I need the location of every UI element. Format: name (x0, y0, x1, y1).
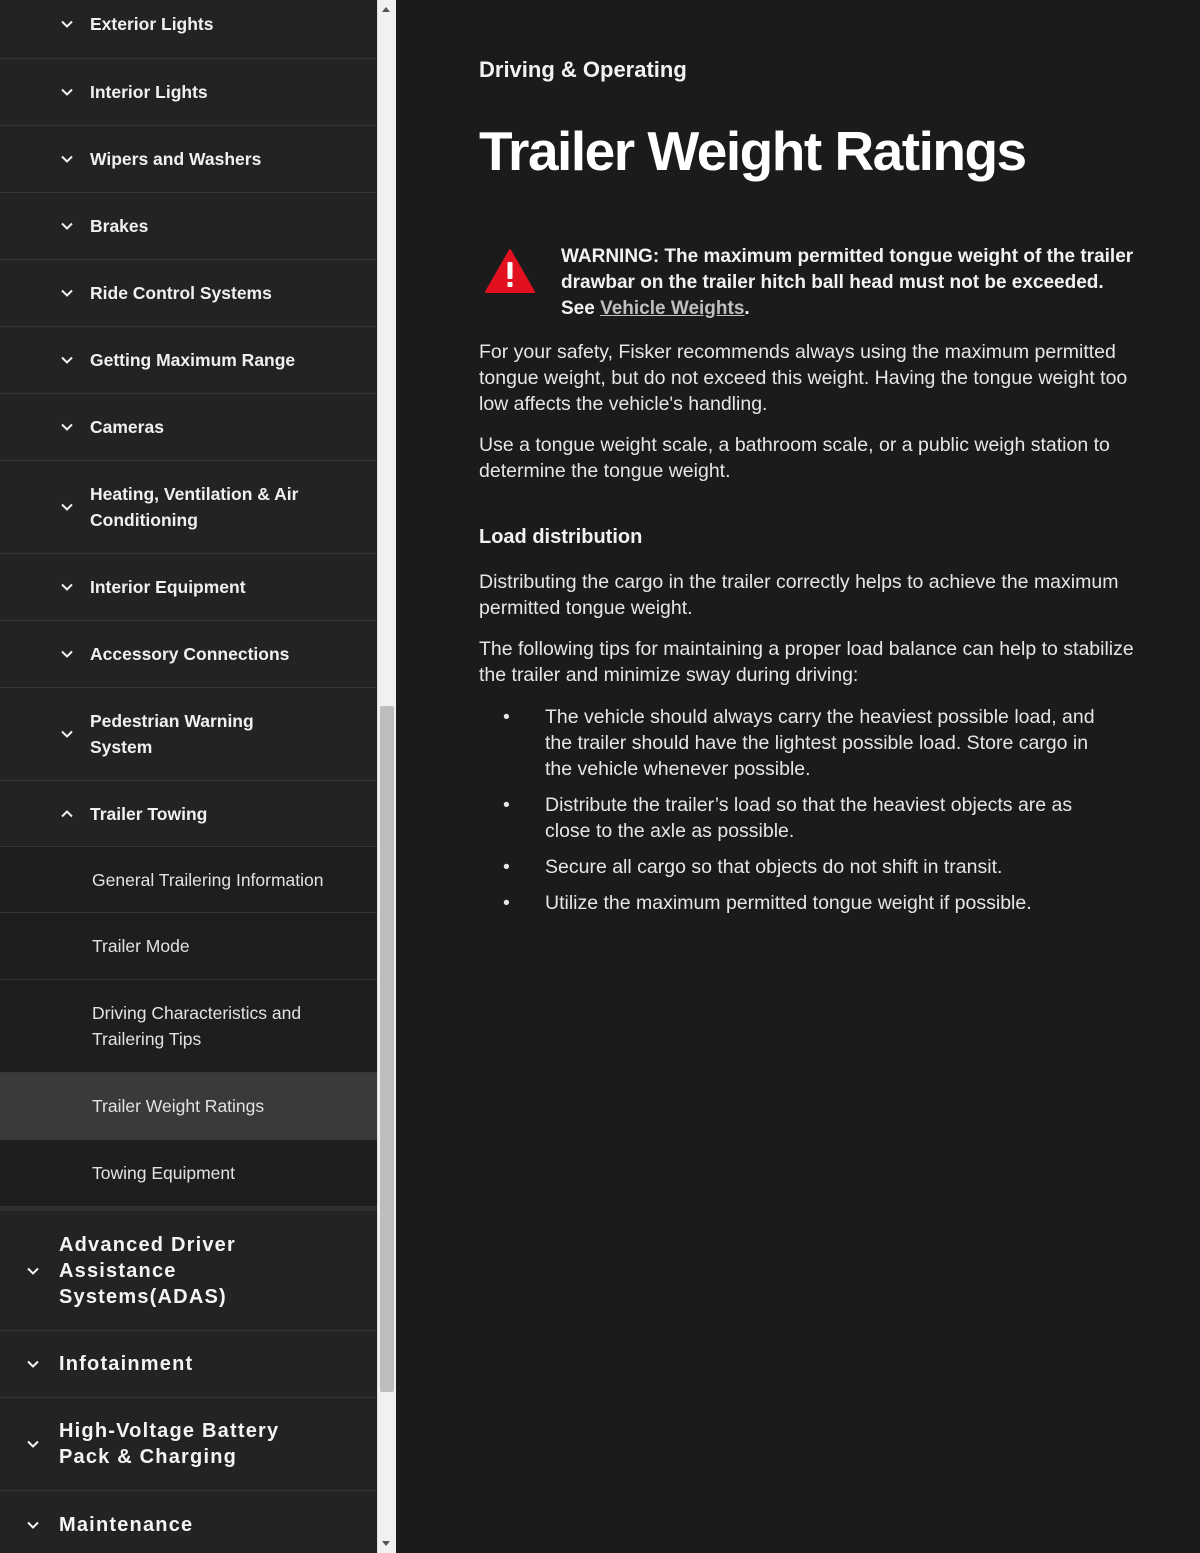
bullet-dot: • (503, 706, 510, 728)
chevron-down-icon (26, 1437, 40, 1451)
sidebar-item-cameras[interactable] (0, 394, 377, 461)
sidebar-item-brakes[interactable] (0, 193, 377, 260)
chevron-down-icon (60, 500, 74, 514)
chevron-down-icon (26, 1264, 40, 1278)
warning-triangle-icon (484, 248, 536, 294)
sidebar-item-label: Accessory Connections (90, 644, 290, 664)
list-item-text: Distribute the trailer’s load so that the heaviest objects are as close to the axle as possible. (545, 794, 1073, 842)
list-item-text: Utilize the maximum permitted tongue weight if possible. (545, 892, 1032, 914)
sidebar-subitem-driving-characteristics[interactable] (0, 980, 377, 1073)
chevron-down-icon (60, 353, 74, 367)
scroll-up-arrow-icon[interactable] (382, 7, 390, 12)
chevron-down-icon (60, 17, 74, 31)
sidebar-item-hvac[interactable] (0, 461, 377, 554)
chevron-down-icon (26, 1518, 40, 1532)
sidebar-item-infotainment[interactable] (0, 1331, 377, 1398)
chevron-down-icon (60, 85, 74, 99)
sidebar-item-high-voltage-battery[interactable] (0, 1398, 377, 1491)
sidebar-item-label: Maintenance (59, 1513, 194, 1536)
sidebar-item-label: Towing Equipment (92, 1163, 235, 1183)
sidebar-item-label: Trailer Towing (90, 803, 208, 824)
sidebar-item-label: Trailer Mode (92, 936, 190, 956)
chevron-down-icon (60, 727, 74, 741)
sidebar-subitem-trailer-mode[interactable] (0, 913, 377, 980)
paragraph-scale: Use a tongue weight scale, a bathroom scale, or a public weigh station to determine the tongue weight. (479, 434, 1110, 482)
sidebar-item-label: General Trailering Information (92, 869, 324, 890)
sidebar-item-label: Getting Maximum Range (90, 350, 296, 370)
bullet-dot: • (503, 856, 510, 878)
sidebar-item-label: Interior Equipment (90, 577, 246, 597)
paragraph-tips-intro: The following tips for maintaining a proper load balance can help to stabilize the trailer and minimize sway during driving: (479, 638, 1134, 686)
sidebar-scrollbar[interactable] (377, 0, 396, 1553)
sidebar-item-interior-equipment[interactable] (0, 554, 377, 621)
sidebar-item-ride-control-systems[interactable] (0, 260, 377, 327)
sidebar-item-label: Trailer Weight Ratings (92, 1096, 265, 1116)
sidebar-item-pedestrian-warning-system[interactable] (0, 688, 377, 781)
page-title: Trailer Weight Ratings (479, 120, 1026, 182)
sidebar-subitem-trailer-weight-ratings[interactable] (0, 1073, 377, 1140)
chevron-down-icon (60, 286, 74, 300)
sidebar-item-label: Wipers and Washers (90, 149, 262, 169)
chevron-down-icon (60, 219, 74, 233)
sidebar-item-label: Heating, Ventilation & Air Conditioning (90, 484, 299, 530)
chevron-down-icon (60, 580, 74, 594)
chevron-up-icon (60, 807, 74, 821)
warning-suffix: . (744, 298, 750, 319)
sidebar-item-trailer-towing[interactable] (0, 781, 377, 847)
sidebar-item-label: Infotainment (59, 1353, 194, 1375)
sidebar-item-getting-maximum-range[interactable] (0, 327, 377, 394)
warning-message: WARNING: The maximum permitted tongue weight of the trailer drawbar on the trailer hitch ball head must not be exceeded. See (561, 246, 1134, 319)
sidebar-item-label: Cameras (90, 417, 164, 437)
bullet-dot: • (503, 794, 510, 816)
paragraph-distributing: Distributing the cargo in the trailer correctly helps to achieve the maximum permitted tongue weight. (479, 571, 1119, 619)
sidebar-item-label: Interior Lights (90, 82, 208, 102)
sidebar-item-exterior-lights[interactable] (0, 0, 377, 59)
sidebar-subitem-general-trailering-information[interactable] (0, 847, 377, 913)
chevron-down-icon (60, 647, 74, 661)
sidebar-item-label: Exterior Lights (90, 14, 214, 34)
scroll-down-arrow-icon[interactable] (382, 1541, 390, 1546)
sidebar-item-label: Ride Control Systems (90, 283, 272, 303)
sidebar-subitem-towing-equipment[interactable] (0, 1140, 377, 1207)
sidebar-item-maintenance[interactable] (0, 1491, 377, 1553)
warning-text (561, 244, 1141, 322)
sidebar-item-adas[interactable] (0, 1211, 377, 1331)
main-content (396, 0, 1200, 1553)
subheading-load-distribution: Load distribution (479, 526, 643, 548)
section-label: Driving & Operating (479, 57, 687, 82)
sidebar-item-wipers-and-washers[interactable] (0, 126, 377, 193)
chevron-down-icon (60, 152, 74, 166)
sidebar-nav (0, 0, 377, 1553)
sidebar-item-label: Driving Characteristics and Trailering Tips (92, 1003, 302, 1049)
list-item-text: The vehicle should always carry the heaviest possible load, and the trailer should have the lightest possible load. Store cargo in the vehicle whenever possible. (545, 706, 1095, 780)
paragraph-safety: For your safety, Fisker recommends always using the maximum permitted tongue weight, but do not exceed this weight. Having the tongue weight too low affects the vehicle's handling. (479, 341, 1128, 415)
chevron-down-icon (26, 1357, 40, 1371)
list-item-text: Secure all cargo so that objects do not shift in transit. (545, 856, 1003, 878)
vehicle-weights-link[interactable]: Vehicle Weights (600, 298, 745, 319)
sidebar-item-label: Brakes (90, 216, 149, 236)
sidebar-item-accessory-connections[interactable] (0, 621, 377, 688)
bullet-dot: • (503, 892, 510, 914)
sidebar-item-interior-lights[interactable] (0, 59, 377, 126)
sidebar-item-label: Pedestrian Warning System (90, 711, 254, 757)
scrollbar-thumb[interactable] (380, 706, 394, 1392)
sidebar-item-label: Advanced Driver Assistance Systems(ADAS) (59, 1233, 236, 1308)
sidebar-item-label: High-Voltage Battery Pack & Charging (59, 1420, 280, 1468)
chevron-down-icon (60, 420, 74, 434)
